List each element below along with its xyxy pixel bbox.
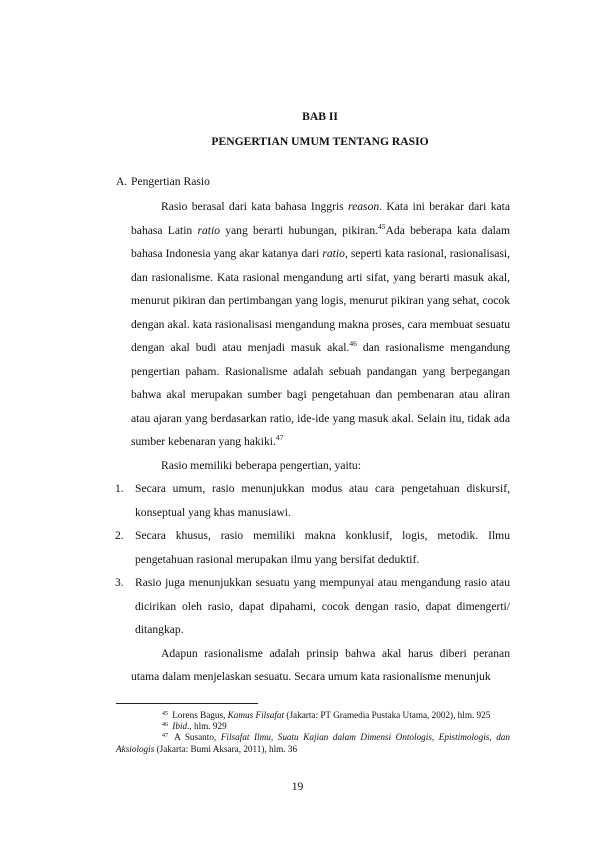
section-heading bbox=[116, 175, 210, 188]
footnote-ref-45[interactable]: 45 bbox=[378, 221, 386, 231]
footnotes bbox=[116, 710, 510, 755]
footnote-number: 45 bbox=[162, 711, 168, 717]
list-item bbox=[115, 477, 510, 524]
term-ratio: ratio bbox=[197, 223, 221, 237]
section-letter: A. bbox=[116, 175, 128, 188]
paragraph-1: Rasio berasal dari kata bahasa Inggris reason. Kata ini berakar dari kata bahasa Latin ratio yang berarti hubungan, pikiran.$^{45}$Ada beberapa kata dalam bahasa Indonesia yang akar katanya dari ratio, seperti kata rasional, rasionalisasi, dan rasionalisme. Kata rasional mengandung arti sifat, yang berarti masuk akal, menurut pikiran dan pertimbangan yang logis, menurut pikiran yang sehat, cocok dengan akal. kata rasionalisasi mengandung makna proses, cara membuat sesuatu dengan akal budi atau menjadi masuk akal.$^{46}$ dan rasionalisme mengandung pengertian paham. Rasionalisme adalah sebuah pandangan yang berpegangan bahwa akal merupakan sumber bagi pengetahuan dan pembenaran atau aliran atau ajaran yang berdasarkan ratio, ide-ide yang masuk akal. Selain itu, tidak ada sumber kebenaran yang hakiki.$^{47}$ bbox=[131, 200, 510, 448]
list-item bbox=[115, 571, 510, 642]
list-number: 2. bbox=[115, 529, 124, 542]
footnote-ref-47[interactable]: 47 bbox=[275, 433, 284, 442]
term-reason: reason bbox=[348, 200, 380, 213]
footnote-number: 47 bbox=[162, 733, 168, 740]
list-number: 1. bbox=[115, 482, 124, 495]
page-number: 19 bbox=[291, 780, 304, 793]
term-ratio: ratio bbox=[322, 247, 345, 260]
list-text: Secara khusus, rasio memiliki makna konklusif, logis, metodik. Ilmu pengetahuan rasional merupakan ilmu yang bersifat deduktif. bbox=[135, 529, 510, 566]
list-text: Secara umum, rasio menunjukkan modus atau cara pengetahuan diskursif, konseptual yang khas manusiawi. bbox=[135, 482, 510, 519]
footnote-47: $^{47}$ A Susanto, Filsafat Ilmu, Suatu Kajian dalam Dimensi Ontologis, Epistimologis, dan Aksiologis (Jakarta: Bumi Aksara, 2011), hlm. 36 bbox=[116, 732, 510, 754]
footnote-46: $^{46}$ Ibid., hlm. 929 bbox=[162, 721, 227, 732]
list-item bbox=[115, 524, 510, 571]
body-text bbox=[115, 195, 510, 689]
chapter-title: PENGERTIAN UMUM TENTANG RASIO bbox=[211, 135, 429, 148]
footnote-45: $^{45}$ Lorens Bagus, Kamus Filsafat (Jakarta: PT Gramedia Pustaka Utama, 2002), hlm. 925 bbox=[162, 710, 491, 720]
definition-list bbox=[115, 477, 510, 642]
section-title: Pengertian Rasio bbox=[131, 175, 210, 188]
footnote-number: 46 bbox=[162, 722, 168, 729]
list-number: 3. bbox=[115, 576, 124, 589]
footnote-ref-46[interactable]: 46 bbox=[349, 339, 357, 348]
paragraph-3: Adapun rasionalisme adalah prinsip bahwa akal harus diberi peranan utama dalam menjelaskan sesuatu. Secara umum kata rasionalisme menunjuk bbox=[131, 646, 510, 683]
footnote-divider bbox=[116, 703, 258, 704]
list-text: Rasio juga menunjukkan sesuatu yang mempunyai atau mengandung rasio atau dicirikan oleh rasio, dapat dipahami, cocok dengan rasio, dapat dimengerti/ ditangkap. bbox=[135, 576, 510, 636]
paragraph-2: Rasio memiliki beberapa pengertian, yaitu: bbox=[161, 458, 361, 472]
chapter-number: BAB II bbox=[302, 110, 338, 123]
